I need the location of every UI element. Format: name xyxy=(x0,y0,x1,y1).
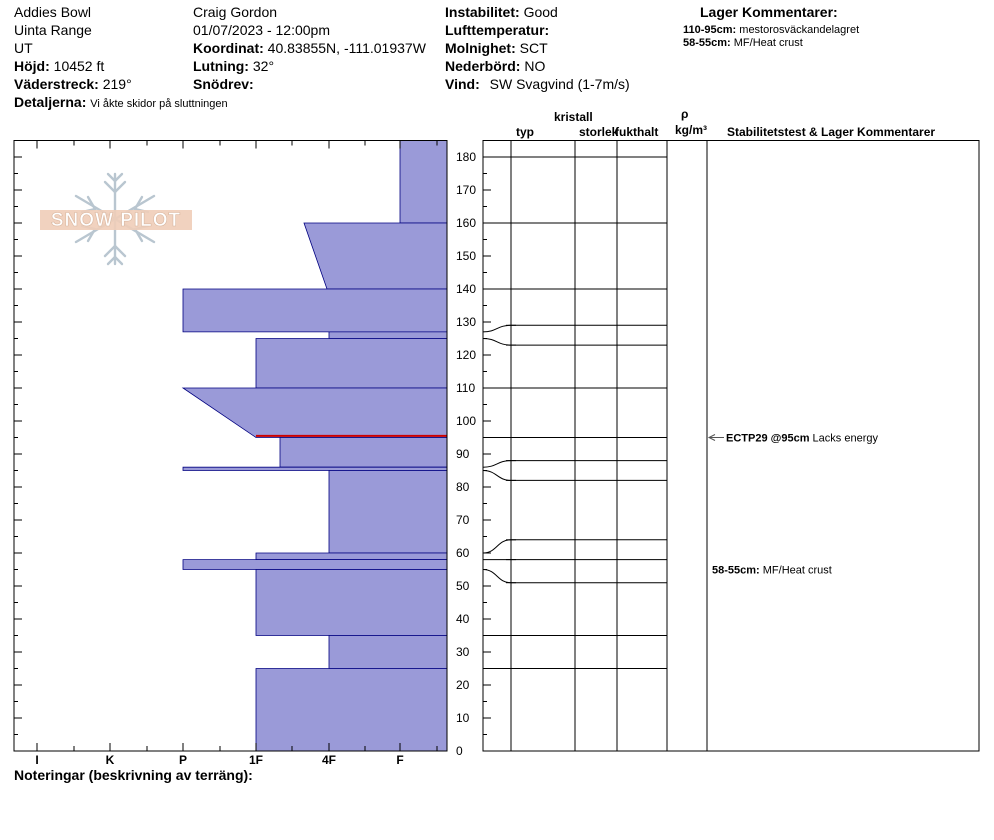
depth-tick-label: 0 xyxy=(456,744,463,758)
depth-tick-label: 180 xyxy=(456,150,477,164)
elevation-value: 10452 ft xyxy=(53,58,105,74)
stability-test-text: Lacks energy xyxy=(812,432,878,445)
depth-tick-label: 110 xyxy=(456,381,476,395)
depth-tick-label: 130 xyxy=(456,315,477,329)
column-size: storlek xyxy=(579,125,619,139)
hardness-layer-6 xyxy=(183,388,447,438)
hardness-layer-13 xyxy=(329,636,447,669)
layer-connector xyxy=(483,461,511,468)
hardness-layer-5 xyxy=(256,339,447,389)
layer-comment-1-text: mestorosväckandelagret xyxy=(739,24,860,36)
hardness-tick-label: F xyxy=(396,753,404,767)
column-type: typ xyxy=(516,125,534,139)
depth-tick-label: 50 xyxy=(456,579,470,593)
hardness-layer-1 xyxy=(400,141,447,224)
column-stability-tests: Stabilitetstest & Lager Kommentarer xyxy=(727,125,936,139)
stability-test-text: MF/Heat crust xyxy=(762,564,832,577)
hardness-tick-label: 1F xyxy=(248,753,264,767)
slope-label: Lutning: xyxy=(193,58,249,74)
range-name: Uinta Range xyxy=(14,22,92,38)
hardness-layer-7 xyxy=(280,438,447,468)
depth-tick-label: 70 xyxy=(456,513,470,527)
grain-grid xyxy=(483,141,979,752)
slope-value: 32° xyxy=(252,58,275,74)
layer-comment-1-depth: 110-95cm: xyxy=(683,24,737,36)
coordinates-label: Koordinat: xyxy=(193,40,264,56)
layer-connector xyxy=(483,471,511,481)
depth-tick-label: 40 xyxy=(456,612,470,626)
drift-label: Snödrev: xyxy=(193,76,254,92)
hardness-tick-label: K xyxy=(105,753,115,767)
grain-frame-border xyxy=(483,141,979,752)
depth-tick-label: 150 xyxy=(456,249,477,263)
aspect-value: 219° xyxy=(102,76,132,92)
stability-marks xyxy=(709,433,878,577)
depth-tick-label: 10 xyxy=(456,711,470,725)
stability-test-1 xyxy=(726,433,878,445)
hardness-layer-10 xyxy=(256,553,447,560)
precipitation-label: Nederbörd: xyxy=(445,58,521,74)
column-density-unit: kg/m³ xyxy=(675,123,708,137)
hardness-tick-label: 4F xyxy=(321,753,337,767)
precipitation-value: NO xyxy=(524,58,546,74)
layer-comment-2-text: MF/Heat crust xyxy=(733,37,803,49)
depth-tick-label: 60 xyxy=(456,546,470,560)
column-moisture: fukthalt xyxy=(615,125,659,139)
sky-cover-label: Molnighet: xyxy=(445,40,516,56)
stability-test-2 xyxy=(712,565,832,577)
hardness-layer-4 xyxy=(329,332,447,339)
layer-connector xyxy=(483,339,511,346)
hardness-layer-3 xyxy=(183,289,447,332)
layer-connector xyxy=(483,570,511,583)
depth-tick-label: 20 xyxy=(456,678,470,692)
depth-tick-label: 100 xyxy=(456,414,477,428)
observation-datetime: 01/07/2023 - 12:00pm xyxy=(193,22,330,38)
hardness-layer-9 xyxy=(329,471,447,554)
stability-test-code: ECTP29 @95cm xyxy=(726,432,813,445)
wind-value: SW Svagvind (1-7m/s) xyxy=(489,76,630,92)
terrain-notes-label: Noteringar (beskrivning av terräng): xyxy=(14,767,253,783)
depth-tick-label: 30 xyxy=(456,645,470,659)
sky-cover-value: SCT xyxy=(519,40,548,56)
depth-axis xyxy=(456,150,476,758)
layer-connector xyxy=(483,540,511,553)
hardness-tick-label: P xyxy=(178,753,188,767)
depth-tick-label: 120 xyxy=(456,348,477,362)
coordinates-value: 40.83855N, -111.01937W xyxy=(267,40,426,56)
observer-name: Craig Gordon xyxy=(193,4,278,20)
air-temp-label: Lufttemperatur: xyxy=(445,22,550,38)
depth-tick-label: 90 xyxy=(456,447,470,461)
depth-tick-label: 80 xyxy=(456,480,470,494)
details-label: Detaljerna: xyxy=(14,94,87,110)
hardness-layer-8 xyxy=(183,467,447,470)
layer-comments-title: Lager Kommentarer: xyxy=(700,4,838,20)
column-rho: ρ xyxy=(681,107,689,121)
depth-tick-label: 170 xyxy=(456,183,477,197)
depth-tick-label: 160 xyxy=(456,216,477,230)
details-value: Vi åkte skidor på sluttningen xyxy=(90,98,228,110)
wind-label: Vind: xyxy=(445,76,480,92)
stability-label: Instabilitet: xyxy=(445,4,520,20)
hardness-layer-11 xyxy=(183,560,447,570)
column-crystal: kristall xyxy=(554,110,593,124)
state-name: UT xyxy=(14,40,33,56)
logo-text: SNOW PILOT xyxy=(50,210,182,231)
aspect-label: Väderstreck: xyxy=(14,76,99,92)
layer-connector xyxy=(483,325,511,332)
hardness-layer-2 xyxy=(304,223,447,289)
stability-test-code: 58-55cm: xyxy=(712,564,763,577)
layer-comment-2-depth: 58-55cm: xyxy=(683,37,731,49)
elevation-label: Höjd: xyxy=(14,58,50,74)
hardness-layers xyxy=(183,141,447,752)
stability-value: Good xyxy=(523,4,558,20)
hardness-tick-label: I xyxy=(35,753,39,767)
hardness-layer-12 xyxy=(256,570,447,636)
location-name: Addies Bowl xyxy=(14,4,92,20)
depth-tick-label: 140 xyxy=(456,282,477,296)
hardness-layer-14 xyxy=(256,669,447,752)
